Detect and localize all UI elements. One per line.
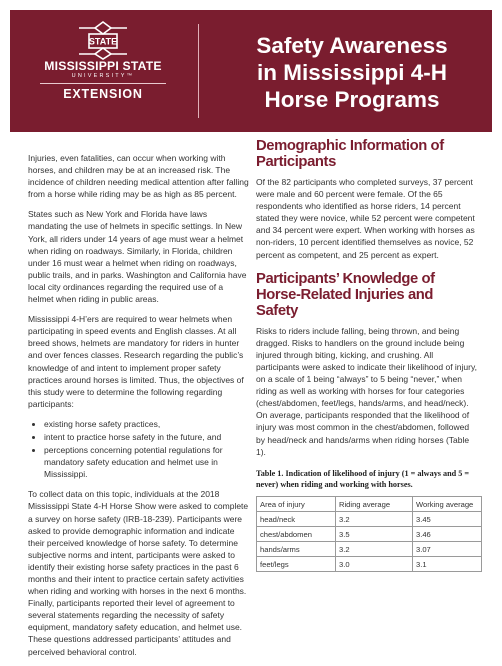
page-title: [206, 32, 498, 113]
column-header: Area of injury: [257, 497, 336, 512]
injury-table-block: [256, 468, 482, 572]
list-item: • perceptions concerning potential regulations for mandatory safety education and helmet use in Mississippi.: [44, 444, 249, 480]
methods-paragraph: To collect data on this topic, individuals at the 2018 Mississippi State 4-H Horse Show were asked to complete a survey on horse safety (IRB-18-239). Participants were asked to provide demographic information and indicate their perceived knowledge of horse safety. To determine subjective norms and intent, participants were asked to identify their existing horse safety practices in the past 6 months and their intent to practice certain safety activities when riding and working with horses in the next 6 months. Finally, participants reported their level of agreement to several statements regarding the necessity of safety equipment, mandatory safety education, and helmet use. These questions addressed participants’ attitudes and perceived behavioral control.: [28, 489, 249, 657]
header-banner: [10, 10, 492, 132]
intro-paragraph: Injuries, even fatalities, can occur when working with horses, and children may be at an increased risk. The incidence of children needing medical attention after falling from a horse while riding may be as high as 85 percent.: [28, 153, 249, 200]
table-cell: feet/legs: [257, 557, 336, 572]
helmet-laws-paragraph: States such as New York and Florida have laws mandating the use of helmets in specific settings. In New York, all riders under 14 years of age must wear a helmet when riding on roadways. Similarly, in Florida, children under 16 must wear a helmet when riding on roadways, public trails, and in parks. Washington and California have local city ordinances regarding the required use of a helmet when riding in public areas.: [28, 209, 247, 305]
column-header: Riding average: [336, 497, 413, 512]
svg-text:STATE: STATE: [88, 36, 118, 47]
table-row: [257, 527, 482, 542]
section-heading-demographics: Demographic Information of Participants: [256, 138, 444, 170]
msu-seal-icon: [69, 20, 137, 60]
table-row: [257, 557, 482, 572]
msu-extension-logo: [28, 20, 178, 122]
logo-divider: [40, 83, 166, 84]
table-caption: Table 1. Indication of likelihood of injury (1 = always and 5 = never) when riding and working with horses.: [256, 469, 470, 489]
table-cell: head/neck: [257, 512, 336, 527]
left-column: [28, 152, 249, 666]
knowledge-paragraph: Risks to riders include falling, being thrown, and being dragged. Risks to handlers on the ground include being injured through biting, kicking, and crushing. All participants were asked to indicate their likelihood of injury, on a scale of 1 being “always” to 5 being “never,” when riding as well as working with horses for four categories (chest/abdomen, feet/legs, hands/arms, and head/neck). On average, participants responded that the likelihood of injury was most common in the chest/abdomen, followed by head/neck and hands/arms when riding horses (Table 1).: [256, 325, 477, 457]
demographics-paragraph: Of the 82 participants who completed surveys, 37 percent were male and 60 percent were female. Of the 65 respondents who identified as horse riders, 14 percent stated they were novice, while 52 percent were competent and 34 percent were expert. When working with horses as non-riders, 10 percent identified themselves as novice, 52 percent as competent, and 25 percent as expert.: [256, 177, 475, 260]
logo-extension-label: EXTENSION: [63, 87, 143, 101]
table-cell: 3.07: [413, 542, 482, 557]
injury-likelihood-table: [256, 496, 482, 572]
title-line: Horse Programs: [264, 87, 440, 112]
table-row: [257, 512, 482, 527]
header-band: [0, 0, 502, 143]
list-item: • intent to practice horse safety in the future, and: [44, 431, 249, 443]
table-cell: 3.2: [336, 542, 413, 557]
right-column: [256, 138, 477, 464]
objectives-list: [28, 418, 249, 480]
logo-university-name: MISSISSIPPI STATE: [44, 59, 162, 73]
table-cell: chest/abdomen: [257, 527, 336, 542]
table-cell: 3.2: [336, 512, 413, 527]
title-line: in Mississippi 4-H: [256, 60, 448, 85]
table-header-row: [257, 497, 482, 512]
table-cell: 3.0: [336, 557, 413, 572]
logo-university-label: UNIVERSITY™: [71, 73, 135, 79]
table-cell: 3.1: [413, 557, 482, 572]
column-header: Working average: [413, 497, 482, 512]
section-heading-knowledge: Participants’ Knowledge of Horse-Related Injuries and Safety: [256, 270, 435, 319]
objectives-paragraph: Mississippi 4-H’ers are required to wear helmets when participating in speed events and English classes. At all breed shows, helmets are mandatory for riders in hunter and over fences classes. Research regarding the public’s knowledge of and intent to implement proper safety practices around horses is limited. Thus, the objectives of this study were to determine the following regarding participants:: [28, 314, 244, 409]
header-divider: [198, 24, 199, 118]
table-cell: 3.5: [336, 527, 413, 542]
table-cell: hands/arms: [257, 542, 336, 557]
list-item: • existing horse safety practices,: [44, 418, 249, 430]
table-cell: 3.46: [413, 527, 482, 542]
table-row: [257, 542, 482, 557]
table-cell: 3.45: [413, 512, 482, 527]
title-line: Safety Awareness: [256, 33, 448, 58]
